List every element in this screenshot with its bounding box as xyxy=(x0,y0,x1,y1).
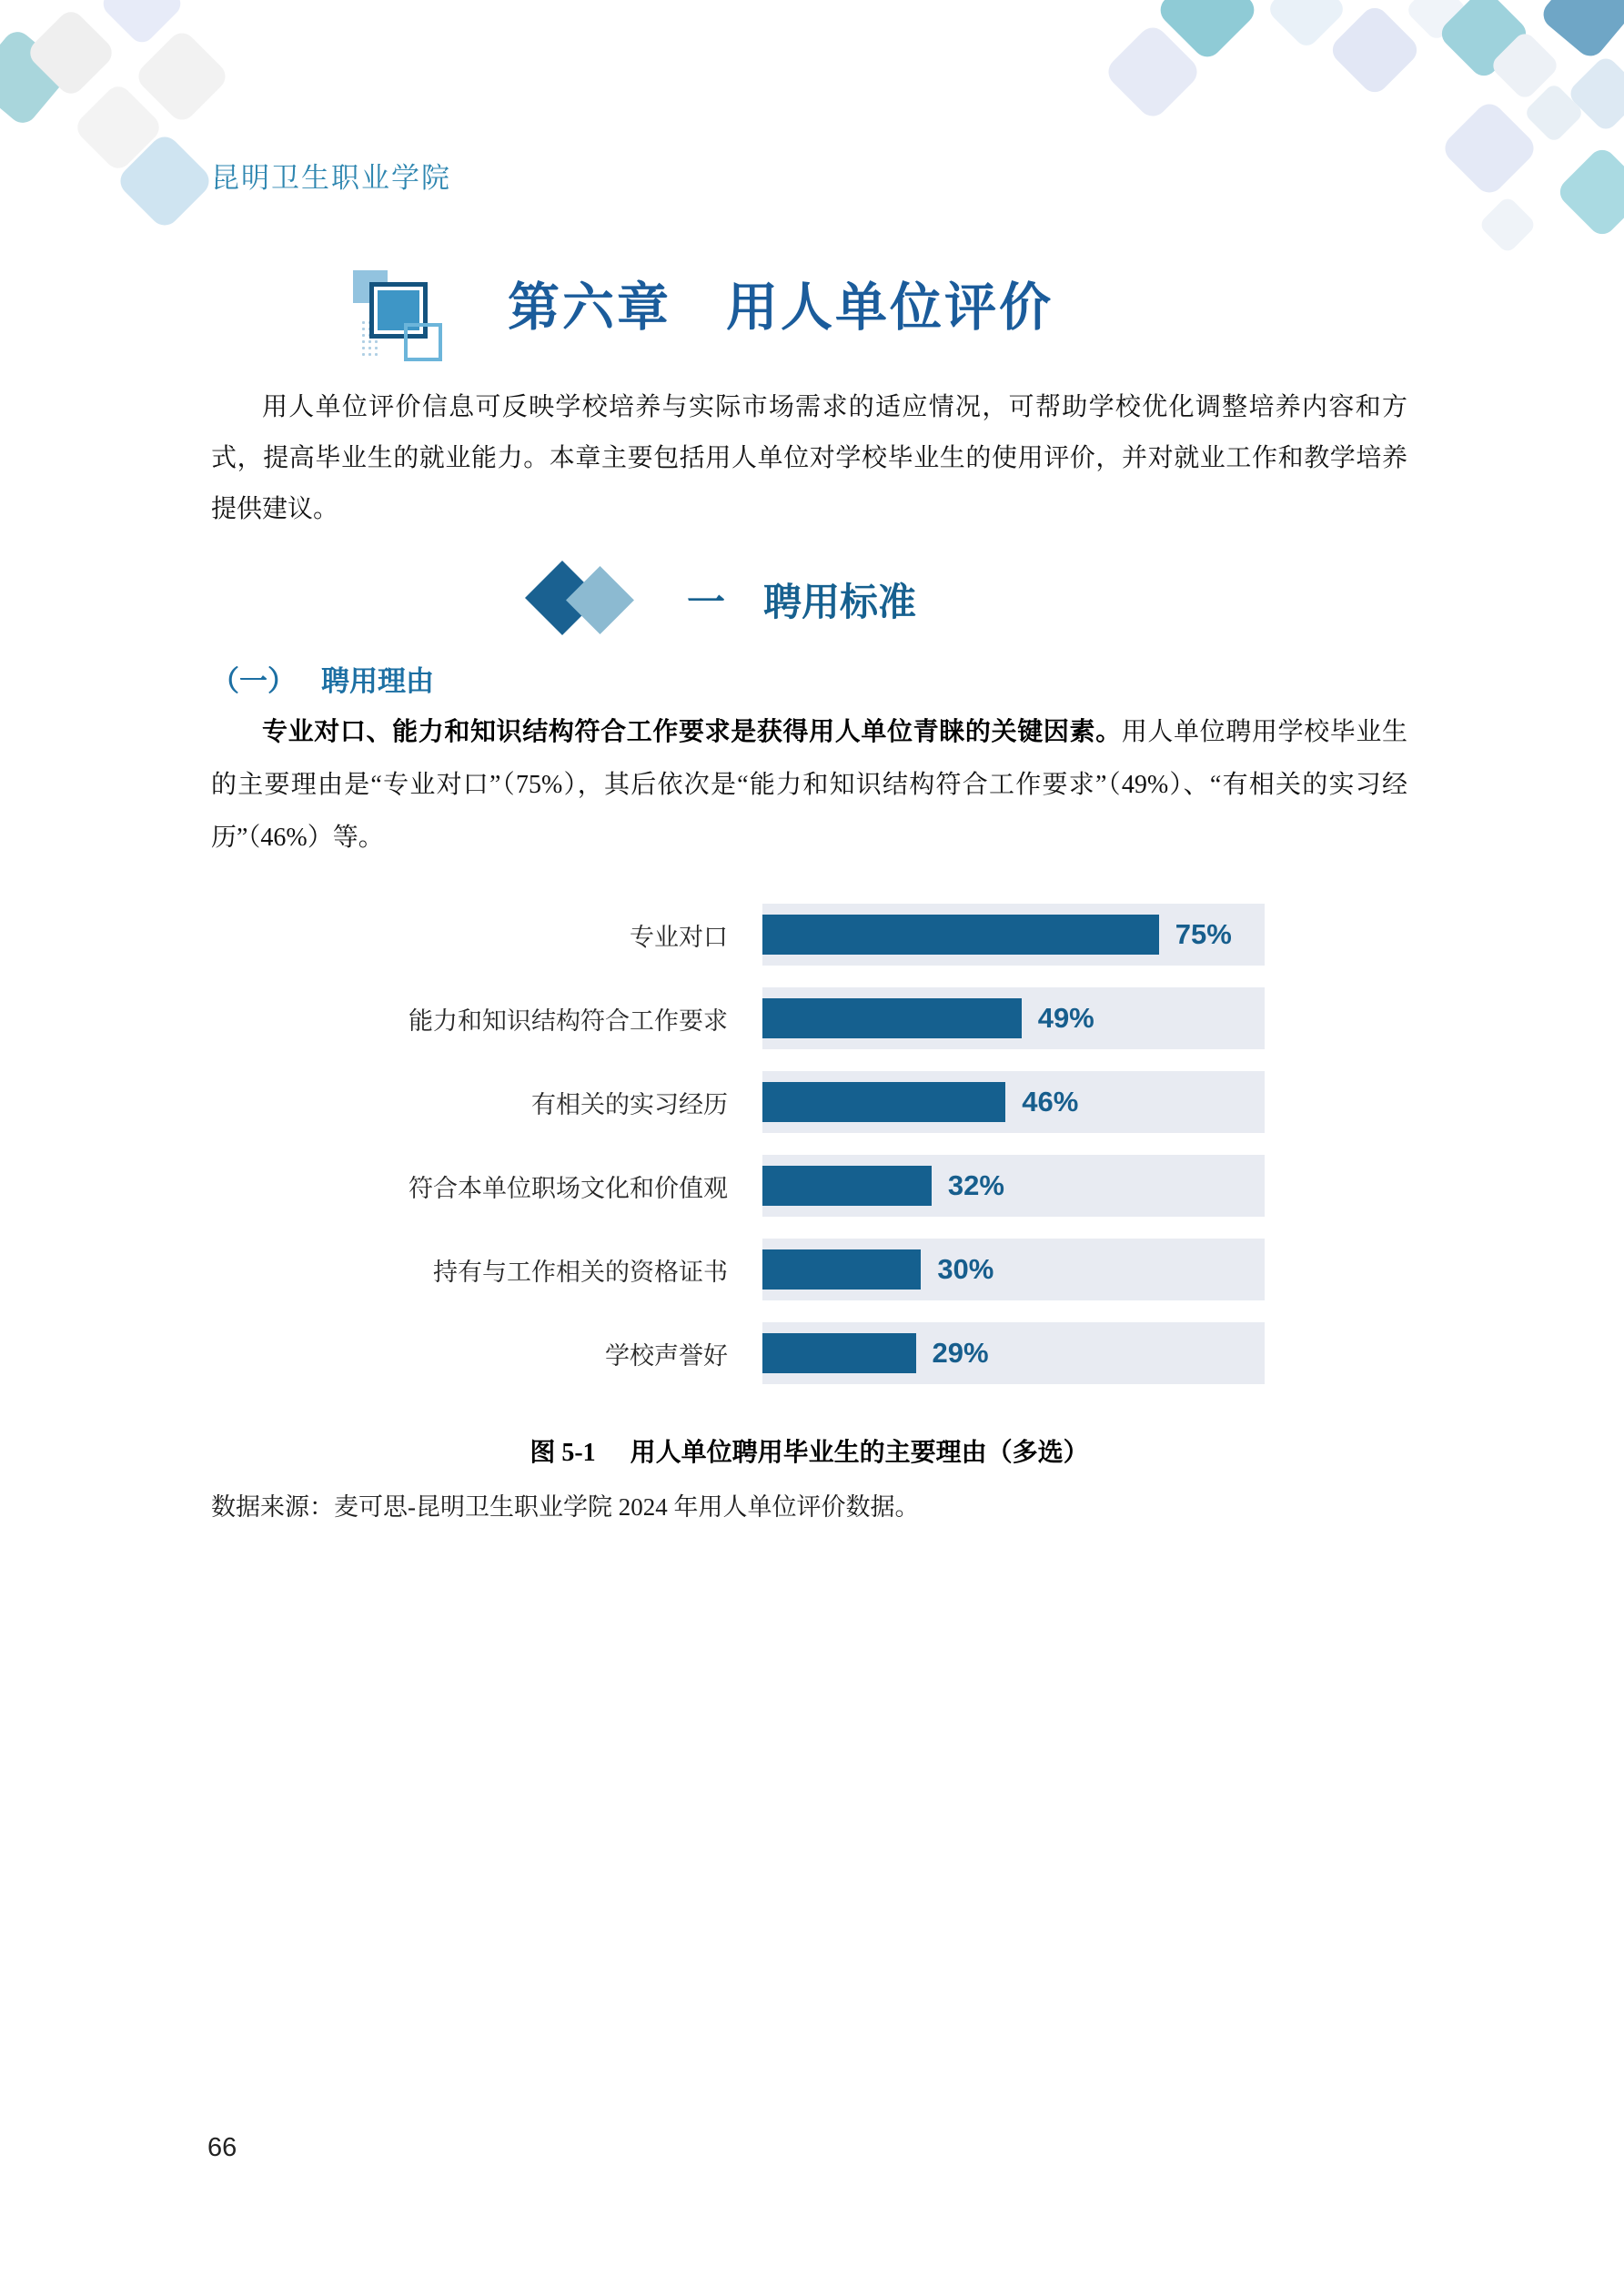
chapter-title: 第六章 用人单位评价 xyxy=(508,279,1054,337)
chart-bar xyxy=(762,1082,1005,1122)
page-number: 66 xyxy=(207,2133,237,2162)
chart-row xyxy=(0,1239,1624,1300)
chart-category-label: 学校声誉好 xyxy=(605,1341,728,1370)
subsection-number: （一） xyxy=(211,665,296,697)
chart-bar-track xyxy=(762,904,1265,966)
chart-bar-track xyxy=(762,1239,1265,1300)
data-source-note: 数据来源：麦可思-昆明卫生职业学院 2024 年用人单位评价数据。 xyxy=(211,1493,920,1521)
chapter-intro-paragraph: 用人单位评价信息可反映学校培养与实际市场需求的适应情况，可帮助学校优化调整培养内容和方式，提高毕业生的就业能力。本章主要包括用人单位对学校毕业生的使用评价，并对就业工作和教学培养提供建议。 xyxy=(211,393,1407,523)
chart-row xyxy=(0,1071,1624,1133)
chart-bar xyxy=(762,1333,916,1373)
section-heading xyxy=(534,561,916,639)
chart-bar xyxy=(762,1166,932,1206)
decor-tile xyxy=(1439,98,1539,198)
chart-value-label: 49% xyxy=(1037,1002,1094,1034)
reason-paragraph-bold: 专业对口、能力和知识结构符合工作要求是获得用人单位青睐的关键因素。 xyxy=(262,718,1122,746)
chart-category-label: 符合本单位职场文化和价值观 xyxy=(409,1174,728,1202)
reason-paragraph xyxy=(211,706,1407,865)
chart-bar-track xyxy=(762,1155,1265,1217)
figure-number: 图 5-1 xyxy=(530,1439,596,1467)
double-diamond-icon xyxy=(534,561,649,639)
chart-bar xyxy=(762,1249,921,1290)
chart-category-label: 有相关的实习经历 xyxy=(531,1090,728,1118)
chart-bar-track xyxy=(762,1322,1265,1384)
chart-bar-track xyxy=(762,987,1265,1049)
chart-value-label: 75% xyxy=(1175,918,1232,950)
reason-paragraph-rest: 用人单位聘用学校毕业生的主要理由是“专业对口”（75%），其后依次是“能力和知识结构符合工作要求”（49%）、“有相关的实习经历”（46%）等。 xyxy=(211,718,1407,852)
section-title: 一 聘用标准 xyxy=(687,582,917,624)
decor-tile xyxy=(1538,0,1624,62)
chart-value-label: 32% xyxy=(947,1169,1004,1201)
page-header-school-name: 昆明卫生职业学院 xyxy=(211,162,451,194)
chart-value-label: 30% xyxy=(937,1253,994,1285)
chart-category-label: 能力和知识结构符合工作要求 xyxy=(409,1006,728,1035)
chart-bar-track xyxy=(762,1071,1265,1133)
decor-tile xyxy=(1555,145,1624,240)
decor-tile xyxy=(1327,3,1423,98)
subsection-heading xyxy=(211,658,434,699)
chart-bar xyxy=(762,998,1022,1038)
chart-row xyxy=(0,1322,1624,1384)
chart-row xyxy=(0,1155,1624,1217)
chart-row xyxy=(0,904,1624,966)
chart-category-label: 专业对口 xyxy=(630,923,728,951)
chart-row xyxy=(0,987,1624,1049)
bar-chart xyxy=(0,904,1624,1406)
figure-title: 用人单位聘用毕业生的主要理由（多选） xyxy=(630,1439,1089,1467)
subsection-title: 聘用理由 xyxy=(321,665,434,697)
decor-tile xyxy=(1478,195,1537,254)
chart-category-label: 持有与工作相关的资格证书 xyxy=(433,1258,728,1286)
chart-value-label: 46% xyxy=(1022,1086,1079,1118)
figure-caption xyxy=(211,1432,1407,1469)
chart-bar xyxy=(762,915,1159,955)
square-outline-icon xyxy=(404,323,442,361)
chart-value-label: 29% xyxy=(932,1337,989,1369)
chapter-squares-icon xyxy=(353,267,446,367)
